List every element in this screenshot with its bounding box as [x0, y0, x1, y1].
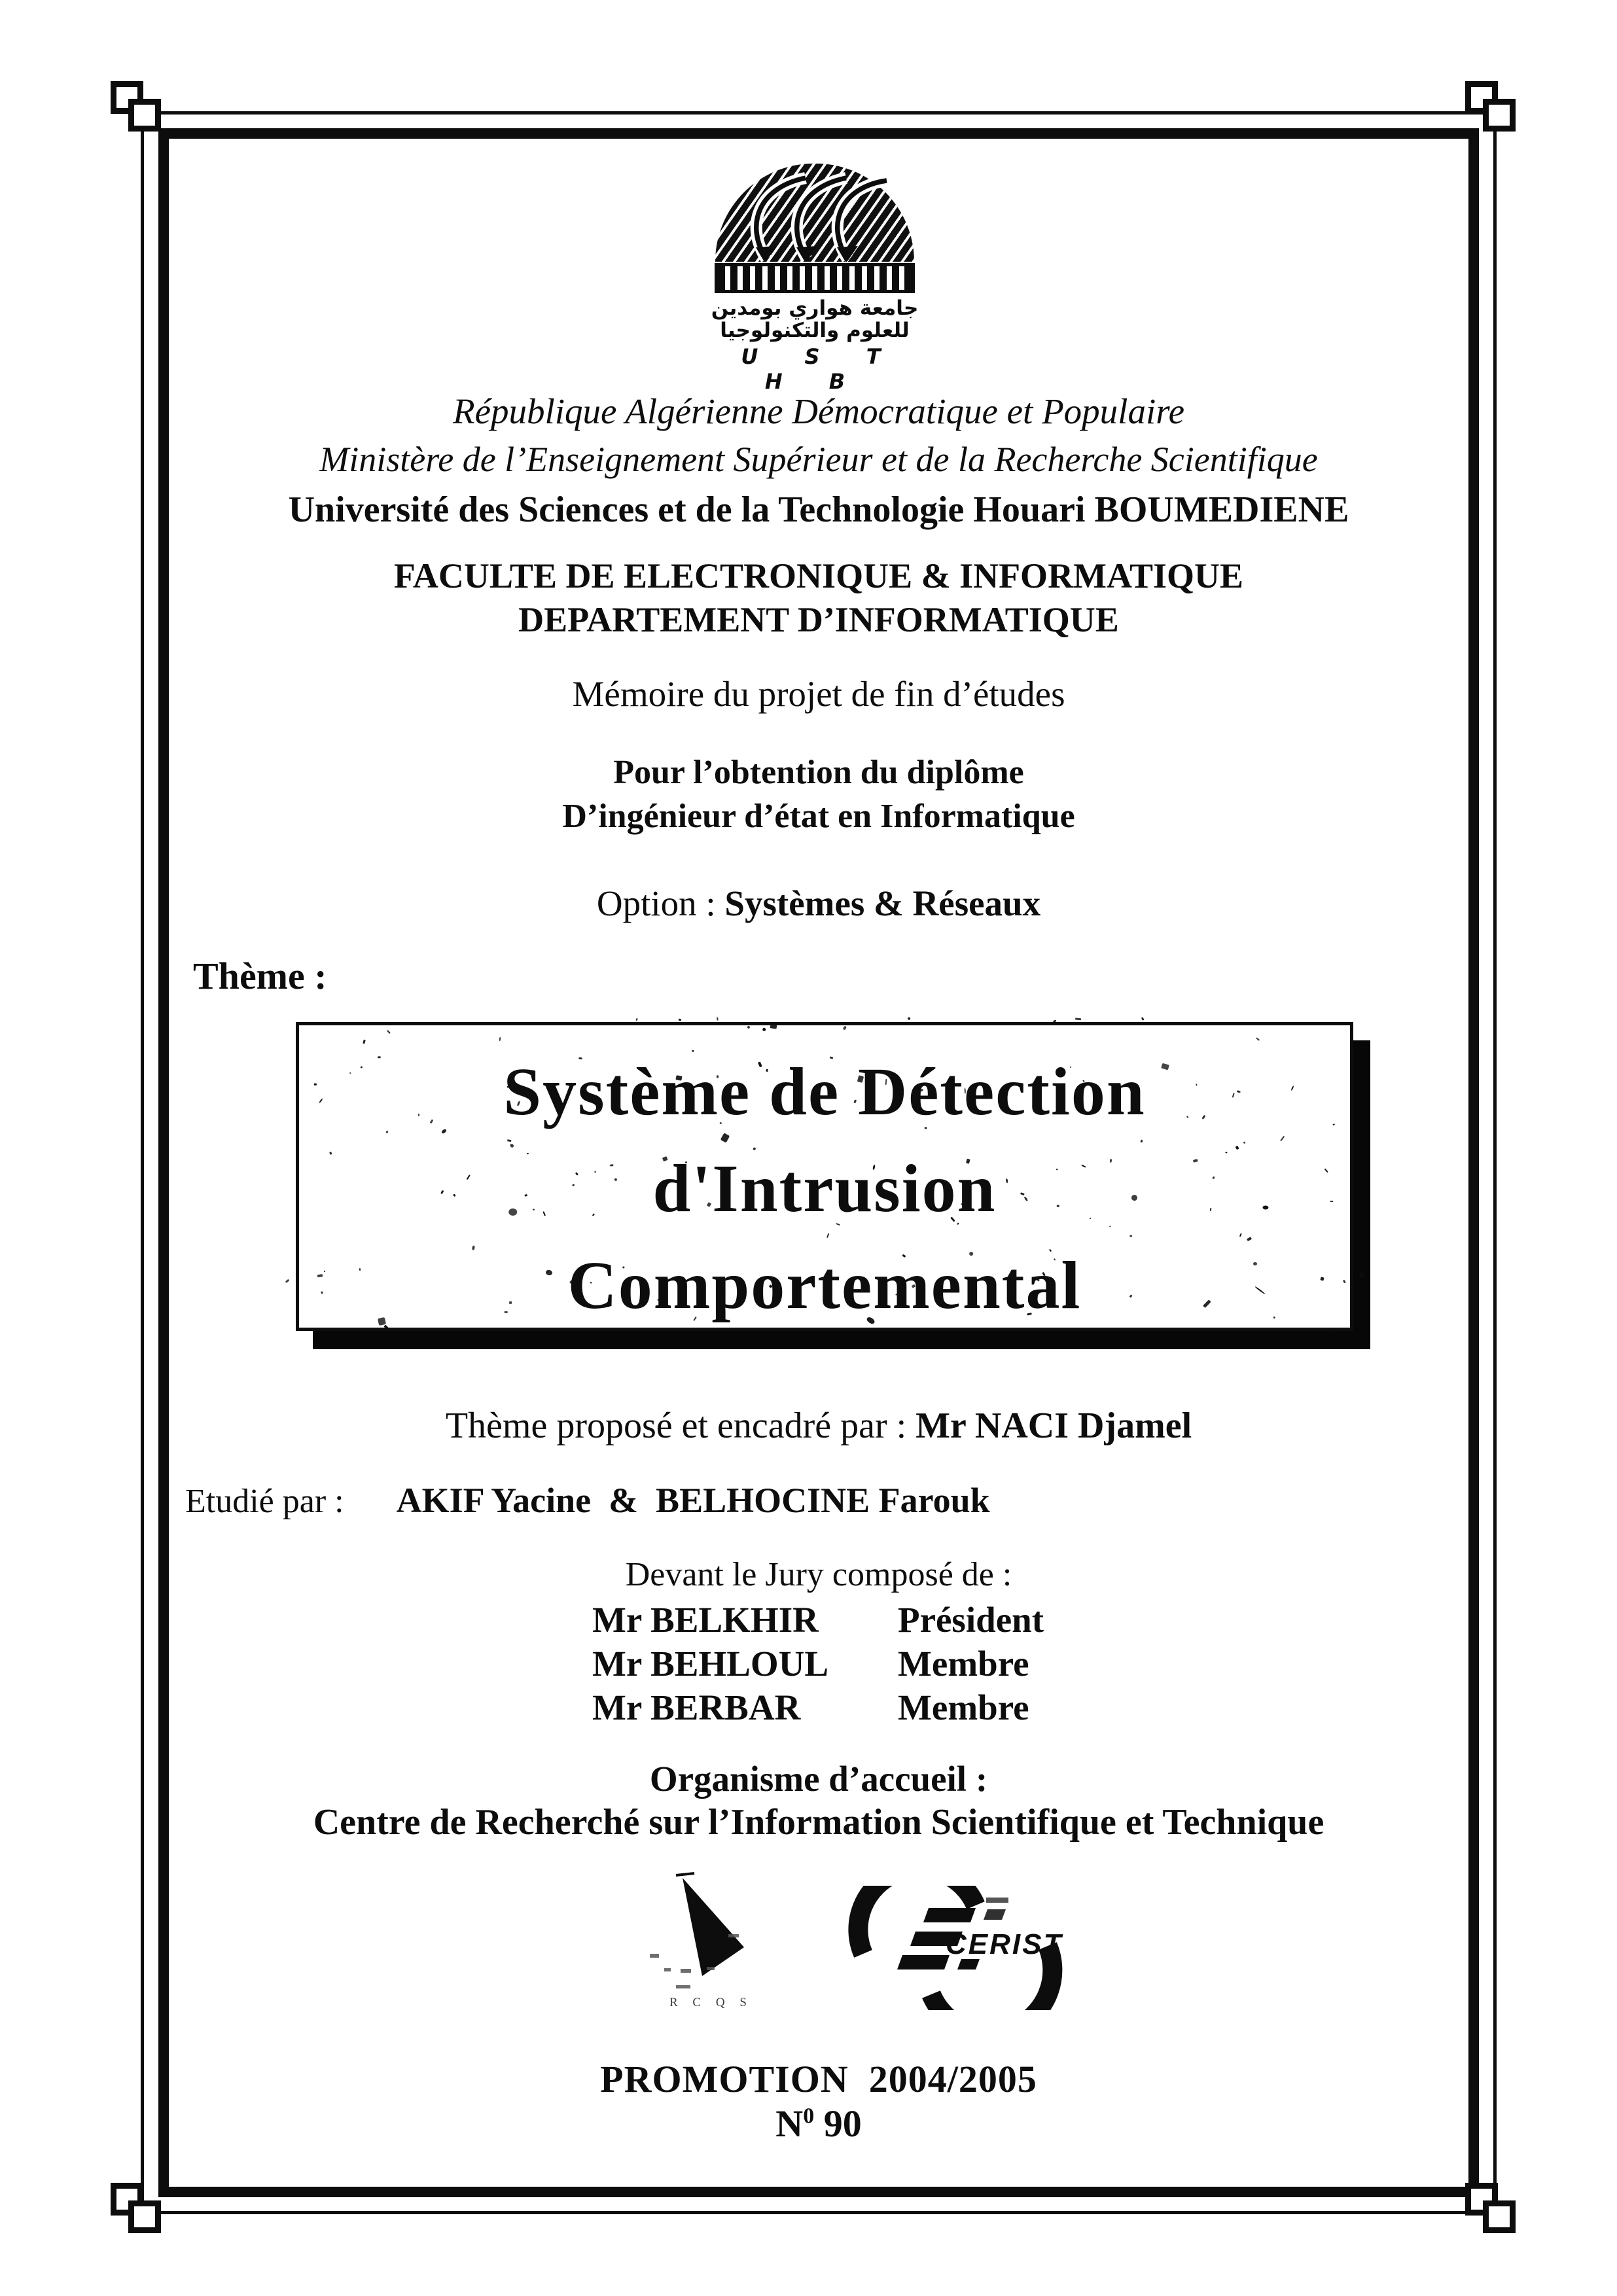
option-line: [141, 883, 1497, 924]
border-corner-ornament: [1465, 2183, 1528, 2246]
usthb-arabic-line2: للعلوم والتكنولوجيا: [720, 319, 910, 343]
border-corner-ornament: [111, 2183, 173, 2246]
rcqs-text: R C Q S: [669, 1996, 753, 2009]
border-corner-ornament: [1465, 81, 1528, 144]
border-corner-ornament: [111, 81, 173, 144]
jury-member-role: Membre: [898, 1687, 1029, 1727]
cerist-arabic-mark: [986, 1898, 1008, 1903]
number-sup: 0: [803, 2104, 815, 2128]
jury-member-role: Membre: [898, 1644, 1029, 1684]
supervisor-line: [141, 1405, 1497, 1447]
host-name: Centre de Recherché sur l’Information Scientifique et Technique: [313, 1802, 1324, 1843]
title-line-2: d'Intrusion: [652, 1151, 997, 1226]
cerist-text: CERIST: [946, 1928, 1063, 1960]
jury-member-name: Mr BEHLOUL: [592, 1644, 829, 1684]
usthb-arabic-line1: جامعة هواري بومدين: [711, 296, 919, 320]
rcqs-sailboat-logo: [645, 1870, 782, 2024]
theme-label: Thème :: [193, 955, 327, 997]
students-label: Etudié par :: [185, 1483, 344, 1520]
students-names: AKIF Yacine & BELHOCINE Farouk: [396, 1481, 990, 1520]
department-line: DEPARTEMENT D’INFORMATIQUE: [518, 600, 1119, 639]
students-line: [185, 1480, 990, 1521]
diploma-line-1: Pour l’obtention du diplôme: [613, 754, 1024, 791]
number-value: 90: [814, 2102, 862, 2145]
cerist-logo: [847, 1886, 1090, 2010]
title-line-3: Comportemental: [567, 1248, 1082, 1323]
option-value: Systèmes & Réseaux: [724, 883, 1041, 923]
usthb-barcode-band: [715, 263, 915, 293]
usthb-logo: [703, 164, 926, 394]
jury-member-name: Mr BERBAR: [592, 1687, 801, 1727]
ministry-line: Ministère de l’Enseignement Supérieur et de la Recherche Scientifique: [319, 440, 1318, 479]
diploma-line-2: D’ingénieur d’état en Informatique: [562, 798, 1075, 835]
supervisor-name: Mr NACI Djamel: [915, 1405, 1192, 1446]
jury-member-name: Mr BELKHIR: [592, 1600, 819, 1640]
jury-heading: Devant le Jury composé de :: [625, 1556, 1012, 1593]
promotion-line: PROMOTION 2004/2005: [600, 2058, 1037, 2100]
title-line-1: Système de Détection: [503, 1054, 1146, 1129]
host-label: Organisme d’accueil :: [649, 1759, 988, 1799]
memoir-line: Mémoire du projet de fin d’études: [572, 674, 1065, 714]
title-box: [296, 1022, 1353, 1331]
usthb-acronym: U S T H B: [741, 344, 900, 395]
supervisor-label: Thème proposé et encadré par :: [445, 1405, 916, 1446]
promotion-number: [141, 2103, 1497, 2146]
usthb-arrows-icon: [715, 164, 914, 262]
usthb-dome-icon: [715, 164, 914, 262]
republic-line: République Algérienne Démocratique et Populaire: [452, 391, 1185, 431]
number-prefix: N: [775, 2102, 804, 2145]
university-line: Université des Sciences et de la Technologie Houari BOUMEDIENE: [288, 489, 1349, 530]
faculty-line: FACULTE DE ELECTRONIQUE & INFORMATIQUE: [393, 556, 1244, 595]
jury-member-role: Président: [898, 1600, 1044, 1640]
option-label: Option :: [596, 883, 725, 923]
